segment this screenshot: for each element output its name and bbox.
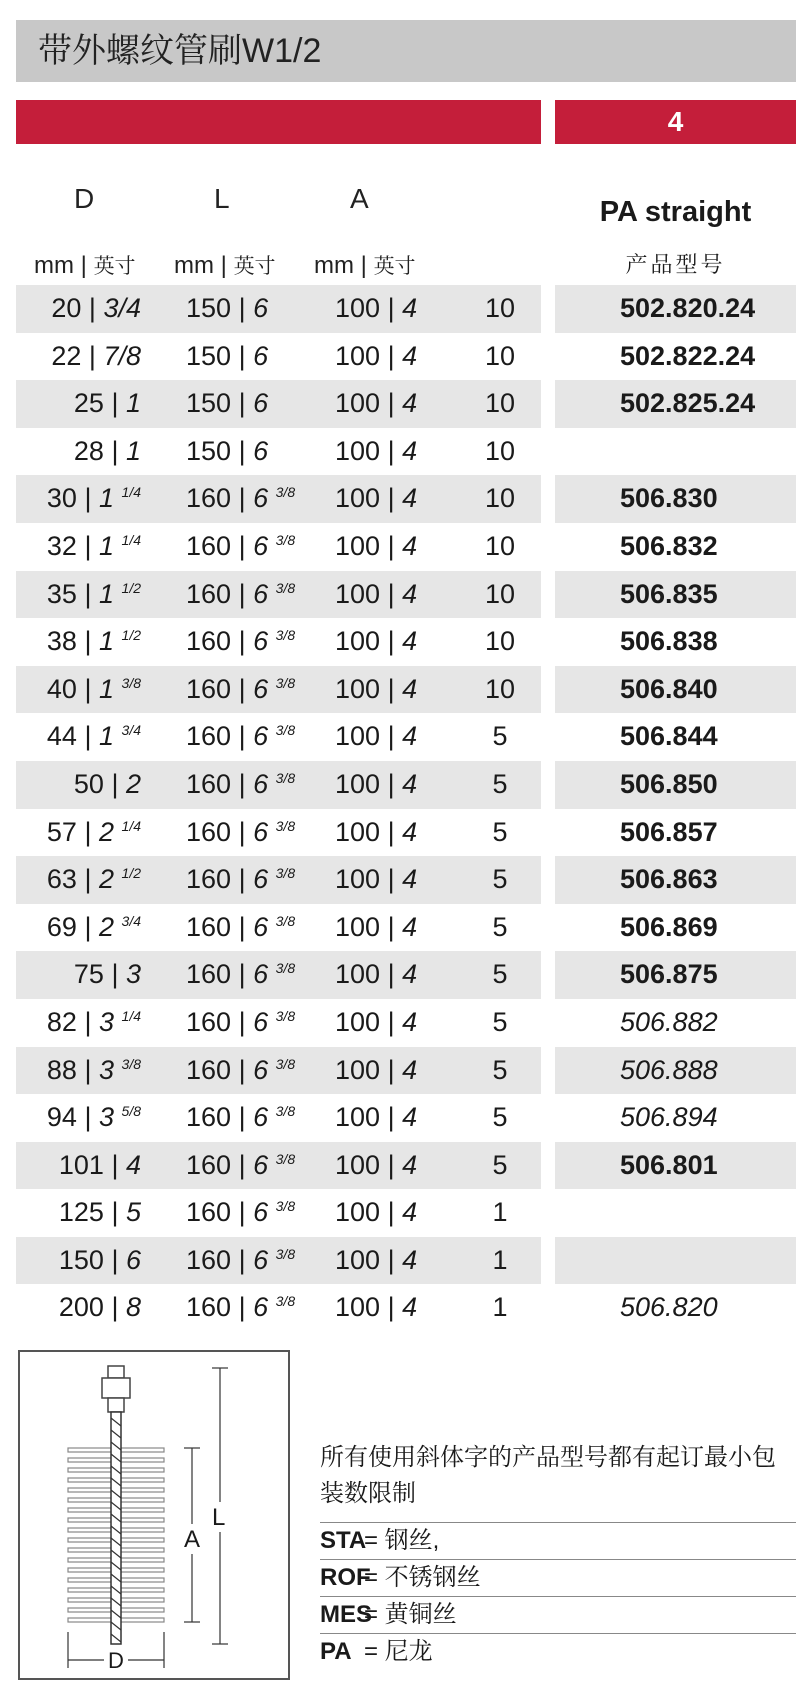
cell-a: 100 | 4	[335, 673, 418, 704]
table-row	[0, 856, 800, 904]
cell-a: 100 | 4	[335, 1054, 418, 1085]
cell-qty: 1	[492, 1244, 508, 1275]
column-header-pa-straight: PA straight	[599, 196, 752, 228]
cell-qty: 10	[484, 293, 516, 323]
cell-a: 100 | 4	[335, 293, 418, 323]
cell-pa-number: 506.888	[620, 1054, 718, 1085]
table-row	[0, 999, 800, 1047]
cell-d: 40 | 1 $^{3/8}$	[46, 673, 141, 704]
cell-a: 100 | 4	[335, 816, 418, 847]
cell-a: 100 | 4	[335, 959, 418, 990]
cell-a: 100 | 4	[335, 483, 418, 514]
cell-l: 160 | 6 $^{3/8}$	[186, 578, 296, 609]
cell-d: 63 | 2 $^{1/2}$	[46, 864, 141, 895]
cell-a: 100 | 4	[335, 626, 418, 657]
cell-a: 100 | 4	[335, 1102, 418, 1133]
cell-qty: 1	[492, 1292, 508, 1323]
cell-qty: 10	[484, 578, 516, 609]
cell-d: 22 | 7/8	[51, 340, 141, 371]
cell-qty: 10	[484, 388, 516, 419]
unit-header-a: mm | 英寸	[314, 252, 416, 279]
cell-qty: 5	[492, 721, 508, 752]
cell-a: 100 | 4	[335, 1292, 418, 1323]
cell-pa-number: 506.850	[620, 768, 718, 799]
cell-qty: 5	[492, 816, 508, 847]
cell-qty: 5	[492, 1102, 508, 1133]
cell-l: 160 | 6 $^{3/8}$	[186, 721, 296, 752]
cell-a: 100 | 4	[335, 340, 418, 371]
cell-d: 28 | 1	[73, 435, 141, 466]
tube-brush-drawing	[20, 1352, 288, 1678]
cell-qty: 10	[484, 673, 516, 704]
table-row	[0, 904, 800, 952]
cell-l: 160 | 6 $^{3/8}$	[186, 1054, 296, 1085]
section-number-badge: 4	[555, 100, 796, 144]
table-row	[0, 333, 800, 381]
cell-qty: 5	[492, 1054, 508, 1085]
page-title: 带外螺纹管刷W1/2	[16, 20, 796, 82]
cell-qty: 5	[492, 768, 508, 799]
cell-pa-number: 506.835	[620, 578, 718, 609]
unit-header-l: mm | 英寸	[174, 252, 276, 279]
cell-l: 160 | 6 $^{3/8}$	[186, 1006, 296, 1037]
cell-l: 160 | 6 $^{3/8}$	[186, 959, 296, 990]
cell-pa-number: 506.830	[620, 483, 718, 514]
cell-pa-number: 506.875	[620, 959, 718, 990]
cell-d: 35 | 1 $^{1/2}$	[46, 578, 141, 609]
cell-d: 57 | 2 $^{1/4}$	[46, 816, 141, 847]
brush-diagram	[18, 1350, 290, 1680]
row-background-pa	[555, 1237, 796, 1285]
product-table	[0, 285, 800, 1332]
cell-l: 160 | 6 $^{3/8}$	[186, 1244, 296, 1275]
cell-d: 20 | 3/4	[51, 293, 141, 323]
unit-header-d: mm | 英寸	[34, 252, 136, 279]
cell-d: 50 | 2	[73, 768, 141, 799]
column-header-a: A	[350, 183, 369, 214]
cell-l: 160 | 6 $^{3/8}$	[186, 816, 296, 847]
cell-l: 160 | 6 $^{3/8}$	[186, 483, 296, 514]
legend-item-pa: PA = 尼龙	[320, 1633, 796, 1670]
cell-qty: 5	[492, 959, 508, 990]
cell-l: 150 | 6	[186, 293, 269, 323]
cell-d: 38 | 1 $^{1/2}$	[46, 626, 141, 657]
cell-a: 100 | 4	[335, 578, 418, 609]
cell-a: 100 | 4	[335, 768, 418, 799]
cell-a: 100 | 4	[335, 864, 418, 895]
table-row	[0, 951, 800, 999]
legend-item-sta: STA= 钢丝,	[320, 1522, 796, 1559]
row-background-pa	[555, 1189, 796, 1237]
length-label-l: L	[212, 1504, 226, 1531]
table-row	[0, 571, 800, 619]
cell-a: 100 | 4	[335, 1244, 418, 1275]
cell-d: 94 | 3 $^{5/8}$	[46, 1102, 141, 1133]
table-row	[0, 1094, 800, 1142]
italic-note: 所有使用斜体字的产品型号都有起订最小包装数限制	[320, 1444, 776, 1507]
cell-l: 150 | 6	[186, 435, 269, 466]
cell-l: 160 | 6 $^{3/8}$	[186, 626, 296, 657]
cell-a: 100 | 4	[335, 1149, 418, 1180]
cell-d: 82 | 3 $^{1/4}$	[46, 1006, 141, 1037]
cell-pa-number: 502.822.24	[620, 340, 756, 371]
table-row	[0, 713, 800, 761]
cell-d: 30 | 1 $^{1/4}$	[46, 483, 141, 514]
cell-pa-number: 506.857	[620, 816, 718, 847]
cell-qty: 10	[484, 435, 516, 466]
cell-qty: 5	[492, 1006, 508, 1037]
header-band-left	[16, 100, 541, 144]
cell-l: 160 | 6 $^{3/8}$	[186, 1197, 296, 1228]
table-row	[0, 1189, 800, 1237]
cell-l: 160 | 6 $^{3/8}$	[186, 1102, 296, 1133]
cell-l: 160 | 6 $^{3/8}$	[186, 911, 296, 942]
cell-qty: 5	[492, 1149, 508, 1180]
cell-pa-number: 506.863	[620, 864, 718, 895]
cell-d: 150 | 6	[58, 1244, 141, 1275]
cell-d: 101 | 4	[58, 1149, 141, 1180]
cell-d: 200 | 8	[58, 1292, 141, 1323]
cell-qty: 5	[492, 864, 508, 895]
cell-pa-number: 502.820.24	[620, 293, 756, 323]
cell-qty: 10	[484, 626, 516, 657]
table-row	[0, 1284, 800, 1332]
cell-l: 160 | 6 $^{3/8}$	[186, 864, 296, 895]
table-row	[0, 1047, 800, 1095]
cell-pa-number: 506.840	[620, 673, 718, 704]
cell-l: 160 | 6 $^{3/8}$	[186, 1292, 296, 1323]
cell-pa-number: 506.894	[620, 1102, 718, 1133]
cell-qty: 5	[492, 911, 508, 942]
table-row	[0, 523, 800, 571]
table-row	[0, 428, 800, 476]
cell-l: 160 | 6 $^{3/8}$	[186, 1149, 296, 1180]
cell-a: 100 | 4	[335, 435, 418, 466]
table-row	[0, 380, 800, 428]
table-row	[0, 285, 800, 333]
cell-qty: 10	[484, 483, 516, 514]
table-row	[0, 1142, 800, 1190]
legend-item-mes: MES= 黄铜丝	[320, 1596, 796, 1633]
cell-a: 100 | 4	[335, 1197, 418, 1228]
product-number-header: 产品型号	[625, 252, 726, 277]
cell-a: 100 | 4	[335, 721, 418, 752]
length-label-a: A	[184, 1526, 201, 1553]
cell-pa-number: 506.882	[620, 1006, 718, 1037]
cell-l: 160 | 6 $^{3/8}$	[186, 673, 296, 704]
cell-pa-number: 506.820	[620, 1292, 718, 1323]
cell-qty: 10	[484, 340, 516, 371]
table-row	[0, 809, 800, 857]
row-background-pa	[555, 428, 796, 476]
cell-qty: 10	[484, 530, 516, 561]
diameter-label-d: D	[108, 1648, 124, 1673]
cell-pa-number: 506.832	[620, 530, 718, 561]
cell-a: 100 | 4	[335, 388, 418, 419]
cell-a: 100 | 4	[335, 1006, 418, 1037]
cell-d: 32 | 1 $^{1/4}$	[46, 530, 141, 561]
cell-d: 25 | 1	[73, 388, 141, 419]
cell-l: 150 | 6	[186, 340, 269, 371]
cell-pa-number: 506.869	[620, 911, 718, 942]
cell-d: 69 | 2 $^{3/4}$	[46, 911, 141, 942]
cell-d: 125 | 5	[58, 1197, 141, 1228]
cell-l: 160 | 6 $^{3/8}$	[186, 768, 296, 799]
cell-qty: 1	[492, 1197, 508, 1228]
column-header-d: D	[74, 183, 95, 214]
cell-d: 75 | 3	[73, 959, 141, 990]
cell-d: 44 | 1 $^{3/4}$	[46, 721, 141, 752]
table-row	[0, 618, 800, 666]
column-header-l: L	[214, 183, 230, 214]
cell-a: 100 | 4	[335, 911, 418, 942]
table-row	[0, 666, 800, 714]
table-row	[0, 761, 800, 809]
cell-pa-number: 506.844	[620, 721, 718, 752]
table-row	[0, 475, 800, 523]
cell-d: 88 | 3 $^{3/8}$	[46, 1054, 141, 1085]
cell-pa-number: 506.801	[620, 1149, 718, 1180]
table-row	[0, 1237, 800, 1285]
cell-a: 100 | 4	[335, 530, 418, 561]
cell-l: 160 | 6 $^{3/8}$	[186, 530, 296, 561]
legend-item-rof: ROF= 不锈钢丝	[320, 1559, 796, 1596]
cell-pa-number: 506.838	[620, 626, 718, 657]
cell-l: 150 | 6	[186, 388, 269, 419]
cell-pa-number: 502.825.24	[620, 388, 756, 419]
